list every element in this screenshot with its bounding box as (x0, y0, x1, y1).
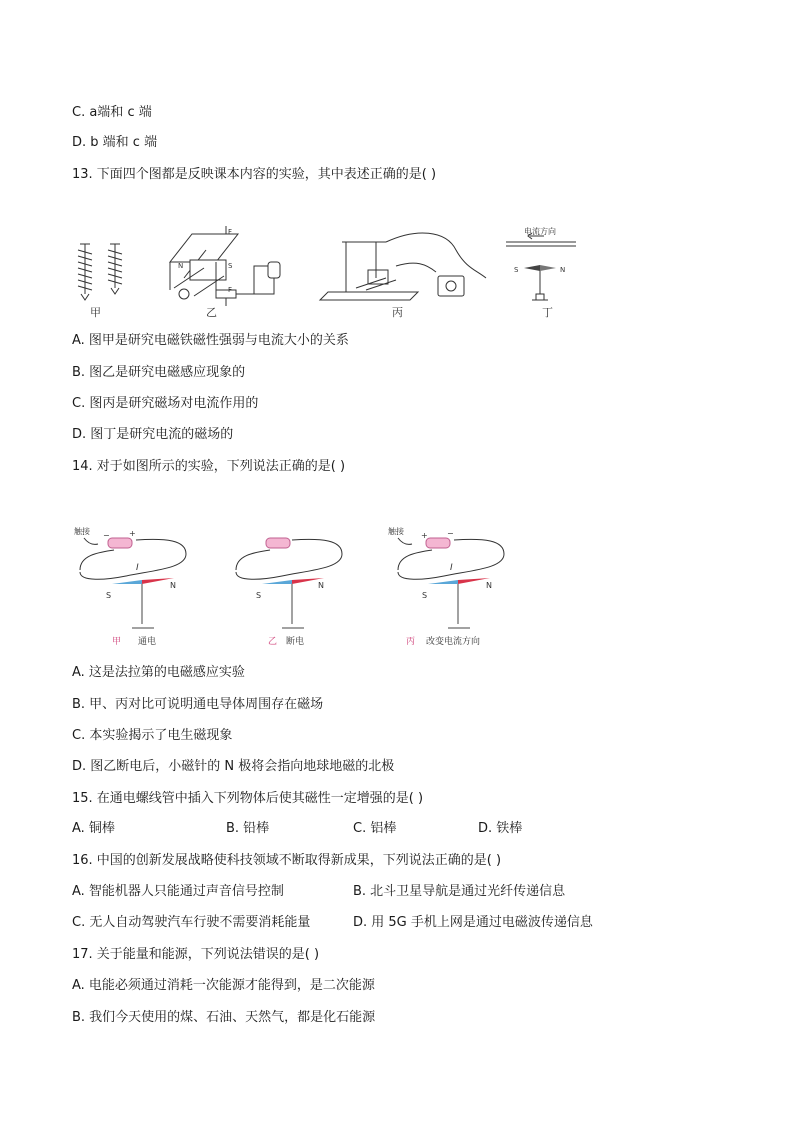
q13-option-d: D. 图丁是研究电流的磁场的 (72, 427, 234, 442)
fig14-tag-yi: 乙 (268, 637, 278, 647)
fig14-tag-bing: 丙 (406, 637, 416, 647)
q15-option-b: B. 铅棒 (226, 821, 270, 836)
q14-figure (66, 518, 506, 654)
fig13-needle-label-n: N (560, 266, 566, 274)
fig14-panel-yi (236, 538, 342, 647)
q13-figure (66, 222, 596, 322)
fig14-s-bing: S (422, 591, 428, 600)
fig14-current-jia: I (136, 563, 139, 573)
fig14-battery-jia (108, 538, 132, 548)
fig13-needle-label-s: S (514, 266, 519, 274)
fig13-panel-yi (170, 226, 280, 306)
fig14-minus-jia: − (103, 531, 110, 540)
fig13-caption-jia: 甲 (90, 306, 101, 319)
fig14-touch-arrow-jia (84, 538, 98, 544)
q15-stem: 15. 在通电螺线管中插入下列物体后使其磁性一定增强的是( ) (72, 791, 424, 806)
fig13-label-current-direction: 电流方向 (524, 227, 556, 236)
fig13-caption-bing: 丙 (392, 306, 403, 319)
fig14-touch-label-bing: 触接 (388, 527, 404, 536)
q17-option-a: A. 电能必须通过消耗一次能源才能得到，是二次能源 (72, 978, 375, 993)
fig14-stand-yi (282, 584, 304, 628)
q16-option-d: D. 用 5G 手机上网是通过电磁波传递信息 (353, 915, 593, 930)
q14-option-c: C. 本实验揭示了电生磁现象 (72, 728, 233, 743)
fig14-wire-jia (80, 539, 186, 579)
fig14-panel-jia (74, 526, 186, 647)
fig14-current-bing: I (450, 563, 453, 573)
fig14-n-bing: N (486, 581, 492, 590)
fig14-stand-jia (132, 584, 154, 628)
fig13-label-s: S (228, 262, 233, 270)
fig14-needle-s-jia (112, 580, 142, 584)
fig13-label-n: N (178, 262, 184, 270)
q16-option-b: B. 北斗卫星导航是通过光纤传递信息 (353, 884, 566, 899)
q13-option-c: C. 图丙是研究磁场对电流作用的 (72, 396, 259, 411)
q13-stem: 13. 下面四个图都是反映课本内容的实验，其中表述正确的是( ) (72, 167, 437, 182)
fig13-needle-s (524, 265, 540, 271)
fig13-caption-yi: 乙 (206, 306, 217, 319)
fig13-needle-n (540, 265, 556, 271)
fig14-caption-bing: 改变电流方向 (426, 637, 481, 647)
q13-option-a: A. 图甲是研究电磁铁磁性强弱与电流大小的关系 (72, 333, 349, 348)
fig14-needle-s-bing (428, 580, 458, 584)
q17-stem: 17. 关于能量和能源，下列说法错误的是( ) (72, 947, 320, 962)
fig14-minus-bing: − (447, 529, 454, 538)
q14-stem: 14. 对于如图所示的实验，下列说法正确的是( ) (72, 459, 346, 474)
fig14-plus-jia: + (129, 529, 136, 538)
fig13-panel-jia (78, 244, 122, 300)
fig14-battery-yi (266, 538, 290, 548)
q14-option-a: A. 这是法拉第的电磁感应实验 (72, 665, 245, 680)
fig14-caption-yi: 断电 (286, 637, 305, 647)
fig14-plus-bing: + (421, 531, 428, 540)
q15-option-c: C. 铝棒 (353, 821, 397, 836)
fig14-s-jia: S (106, 591, 112, 600)
fig14-caption-jia: 通电 (138, 637, 157, 647)
fig13-label-f-top: F (228, 228, 233, 236)
q12-option-d: D. b 端和 c 端 (72, 135, 158, 150)
q16-option-c: C. 无人自动驾驶汽车行驶不需要消耗能量 (72, 915, 311, 930)
fig13-caption-ding: 丁 (542, 306, 553, 319)
fig14-needle-s-yi (262, 580, 292, 584)
fig14-n-yi: N (318, 581, 324, 590)
q17-option-b: B. 我们今天使用的煤、石油、天然气，都是化石能源 (72, 1010, 376, 1025)
fig14-tag-jia: 甲 (112, 637, 122, 647)
q16-stem: 16. 中国的创新发展战略使科技领域不断取得新成果，下列说法正确的是( ) (72, 853, 502, 868)
q13-option-b: B. 图乙是研究电磁感应现象的 (72, 365, 246, 380)
fig13-panel-bing (320, 233, 486, 300)
fig14-touch-arrow-bing (398, 538, 412, 544)
fig13-label-f-bottom: F (228, 286, 233, 294)
q14-option-d: D. 图乙断电后，小磁针的 N 极将会指向地球地磁的北极 (72, 759, 395, 774)
fig14-n-jia: N (170, 581, 176, 590)
fig14-s-yi: S (256, 591, 262, 600)
fig14-wire-bing (398, 539, 504, 579)
fig14-touch-label-jia: 触接 (74, 527, 90, 536)
q16-option-a: A. 智能机器人只能通过声音信号控制 (72, 884, 284, 899)
q14-option-b: B. 甲、丙对比可说明通电导体周围存在磁场 (72, 697, 324, 712)
fig14-panel-bing (388, 526, 504, 647)
fig14-stand-bing (448, 584, 470, 628)
q15-option-a: A. 铜棒 (72, 821, 115, 836)
fig14-battery-bing (426, 538, 450, 548)
q12-option-c: C. a端和 c 端 (72, 105, 152, 120)
q15-option-d: D. 铁棒 (478, 821, 523, 836)
